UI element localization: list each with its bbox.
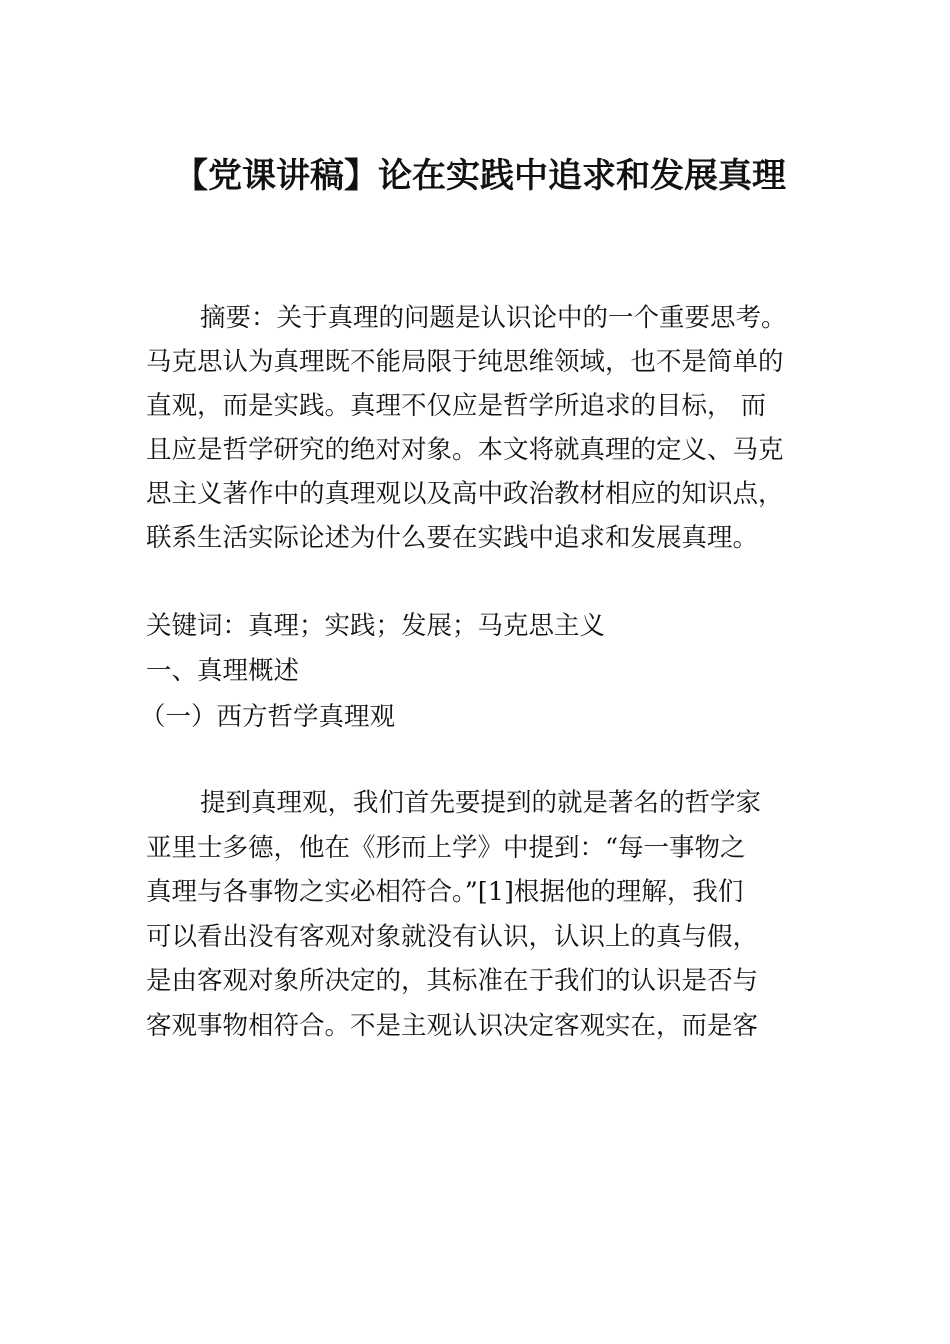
body-line: 提到真理观，我们首先要提到的就是著名的哲学家: [200, 788, 762, 818]
body-line: 客观事物相符合。不是主观认识决定客观实在，而是客: [146, 1011, 759, 1041]
section-heading: 一、真理概述: [146, 656, 300, 686]
abstract-line: 摘要：关于真理的问题是认识论中的一个重要思考。: [200, 303, 787, 333]
subsection-heading: （一）西方哲学真理观: [140, 702, 396, 732]
document-title: 【党课讲稿】论在实践中追求和发展真理: [174, 156, 786, 196]
body-line: 真理与各事物之实必相符合。”[1]根据他的理解，我们: [146, 877, 744, 907]
body-line: 亚里士多德，他在《形而上学》中提到：“每一事物之: [146, 833, 746, 863]
abstract-line: 马克思认为真理既不能局限于纯思维领域，也不是简单的: [146, 347, 784, 377]
abstract-line: 直观，而是实践。真理不仅应是哲学所追求的目标， 而: [146, 391, 767, 421]
abstract-line: 思主义著作中的真理观以及高中政治教材相应的知识点，: [146, 479, 784, 509]
keywords-line: 关键词：真理；实践；发展；马克思主义: [146, 611, 606, 641]
body-line: 可以看出没有客观对象就没有认识，认识上的真与假，: [146, 922, 759, 952]
abstract-line: 且应是哲学研究的绝对对象。本文将就真理的定义、马克: [146, 435, 784, 465]
abstract-line: 联系生活实际论述为什么要在实践中追求和发展真理。: [146, 523, 759, 553]
body-line: 是由客观对象所决定的，其标准在于我们的认识是否与: [146, 966, 759, 996]
